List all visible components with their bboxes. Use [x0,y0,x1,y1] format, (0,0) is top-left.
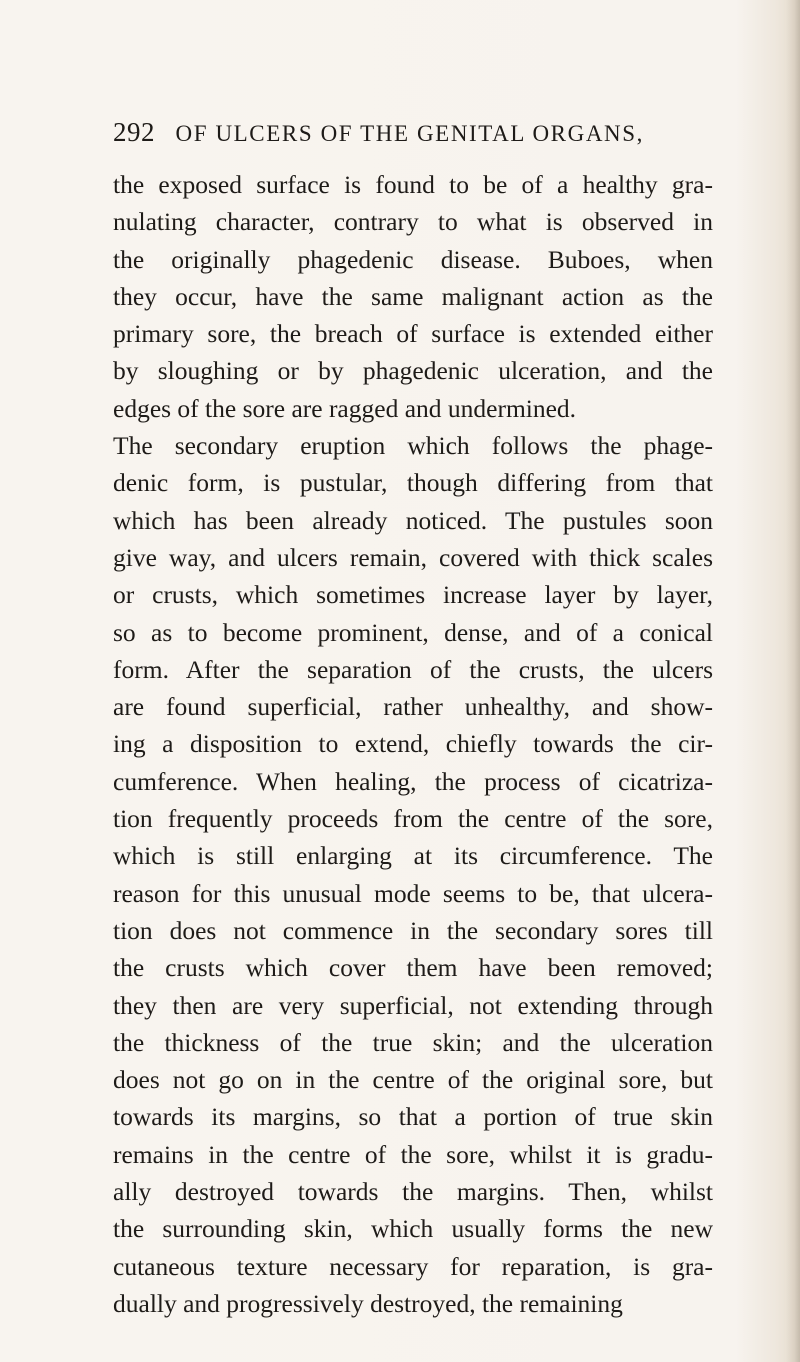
text-line: tion frequently proceeds from the centre of the sore, [113,804,713,834]
text-line: by sloughing or by phagedenic ulceration, and the [113,356,713,386]
text-line: reason for this unusual mode seems to be, that ulcera- [113,878,713,908]
text-line: they then are very superficial, not extending through [113,990,713,1020]
text-line: cumference. When healing, the process of cicatriza- [113,766,713,796]
running-title: OF ULCERS OF THE GENITAL ORGANS, [175,121,644,146]
text-line: which has been already noticed. The pustules soon [113,505,713,535]
text-line: ally destroyed towards the margins. Then, whilst [113,1177,713,1207]
running-head [113,117,713,151]
text-line: they occur, have the same malignant action as the [113,281,713,311]
text-line: remains in the centre of the sore, whilst it is gradu- [113,1139,713,1169]
text-line: the crusts which cover them have been removed; [113,953,713,983]
text-line: give way, and ulcers remain, covered with thick scales [113,542,713,572]
text-line: nulating character, contrary to what is observed in [113,207,713,237]
text-line: The secondary eruption which follows the phage- [113,431,713,461]
text-line: cutaneous texture necessary for reparation, is gra- [113,1251,713,1281]
page-edge-shadow [786,0,800,1362]
text-line: the exposed surface is found to be of a healthy gra- [113,170,713,199]
text-line: are found superficial, rather unhealthy, and show- [113,692,713,722]
text-line: primary sore, the breach of surface is extended either [113,319,713,349]
text-line: form. After the separation of the crusts, the ulcers [113,654,713,684]
text-line: or crusts, which sometimes increase layer by layer, [113,580,713,610]
text-line: the thickness of the true skin; and the ulceration [113,1027,713,1057]
text-line: edges of the sore are ragged and undermined. [113,393,577,423]
text-line: dually and progressively destroyed, the remaining [113,1288,623,1318]
text-line: the originally phagedenic disease. Buboes, when [113,244,713,274]
text-line: towards its margins, so that a portion of true skin [113,1102,713,1132]
text-line: denic form, is pustular, though differing from that [113,468,713,498]
text-line: so as to become prominent, dense, and of a conical [113,617,713,647]
page-number: 292 [113,117,155,147]
text-line: the surrounding skin, which usually forms the new [113,1214,713,1244]
body-text [113,166,713,1322]
text-line: tion does not commence in the secondary sores till [113,915,713,945]
text-line: which is still enlarging at its circumference. The [113,841,713,871]
text-line: does not go on in the centre of the original sore, but [113,1065,713,1095]
text-line: ing a disposition to extend, chiefly towards the cir- [113,729,713,759]
